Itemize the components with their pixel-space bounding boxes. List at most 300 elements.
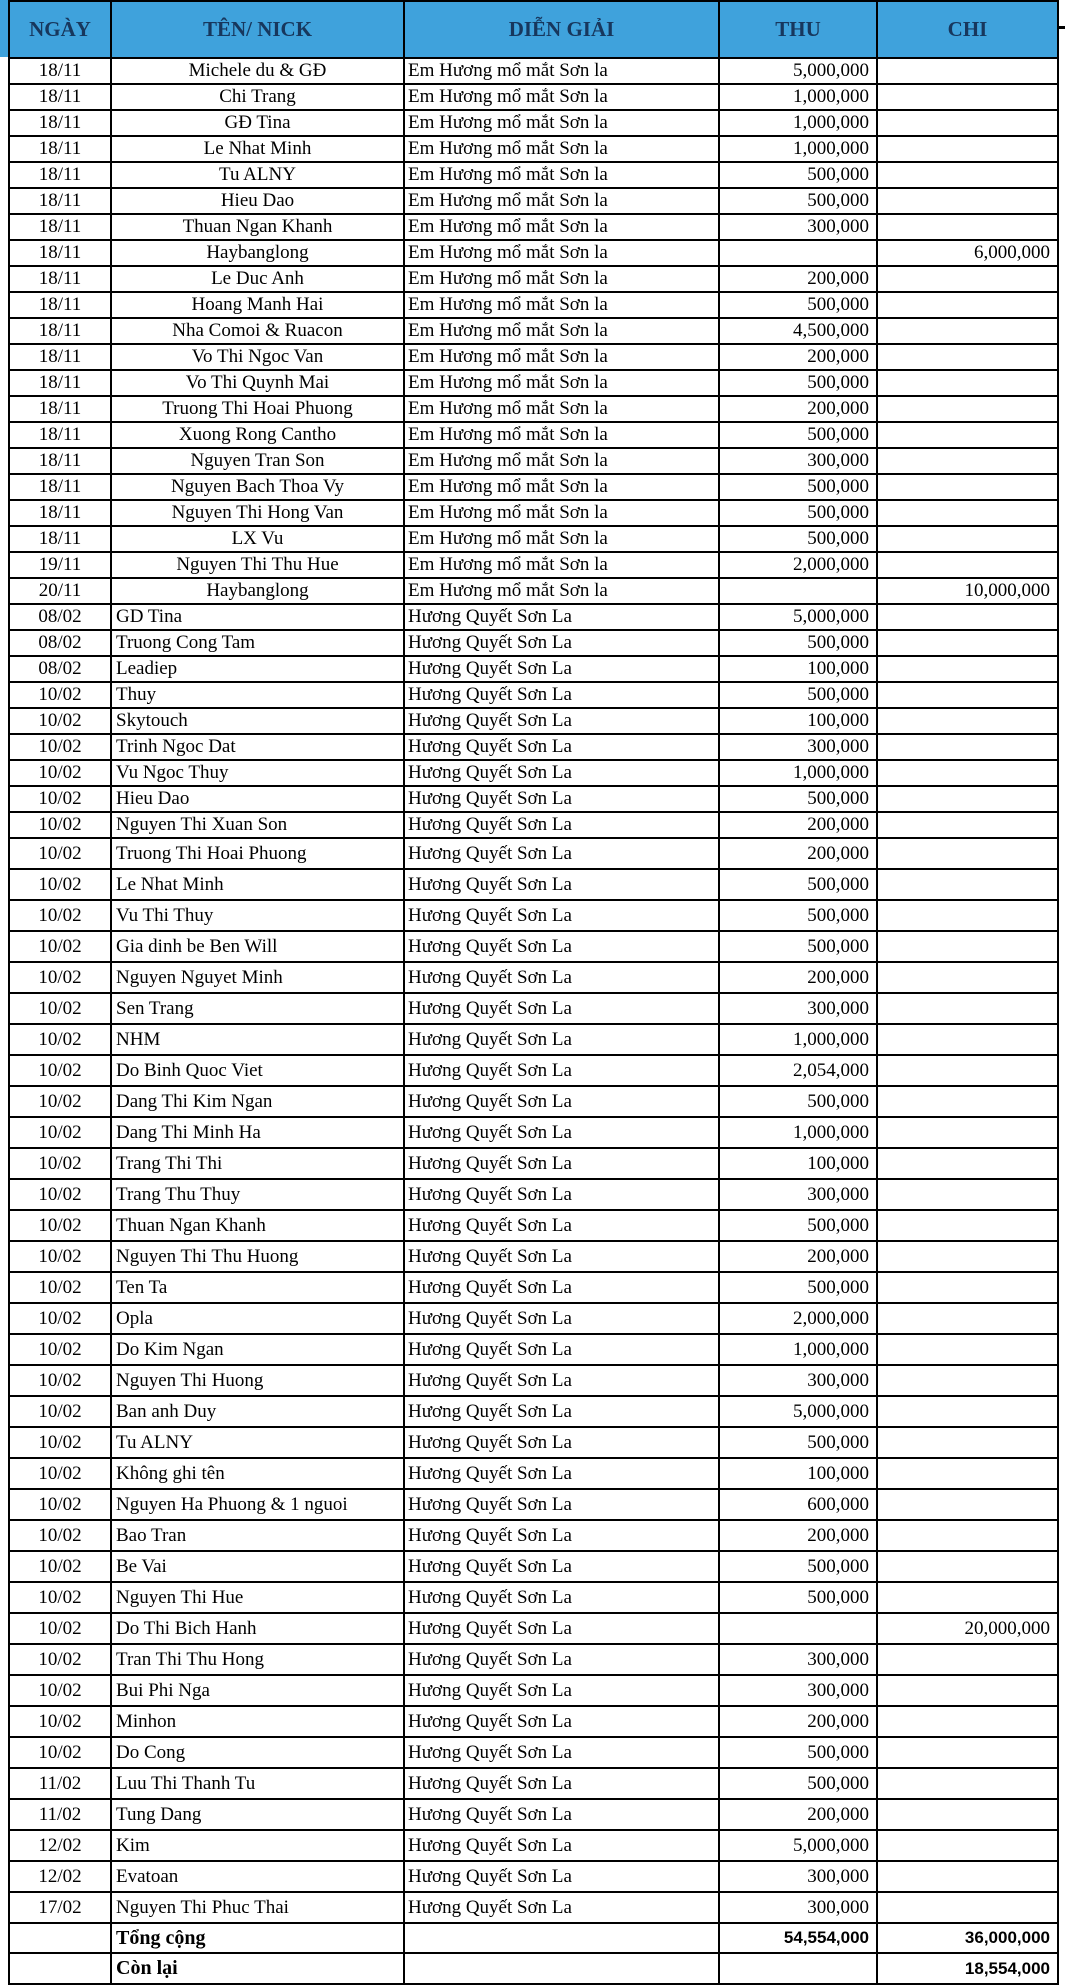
- cell-name[interactable]: Trang Thu Thuy: [111, 1179, 404, 1210]
- cell-description[interactable]: Hương Quyết Sơn La: [404, 1055, 719, 1086]
- cell-thu[interactable]: 2,000,000: [719, 1303, 877, 1334]
- cell-name[interactable]: Nguyen Thi Thu Hue: [111, 552, 404, 578]
- cell-thu[interactable]: 500,000: [719, 1210, 877, 1241]
- cell-date[interactable]: 10/02: [9, 1489, 111, 1520]
- cell-name[interactable]: Còn lại: [111, 1953, 404, 1984]
- cell-description[interactable]: Hương Quyết Sơn La: [404, 1148, 719, 1179]
- cell-thu[interactable]: 500,000: [719, 869, 877, 900]
- cell-description[interactable]: Hương Quyết Sơn La: [404, 931, 719, 962]
- cell-description[interactable]: Hương Quyết Sơn La: [404, 1737, 719, 1768]
- cell-description[interactable]: Hương Quyết Sơn La: [404, 1024, 719, 1055]
- cell-chi[interactable]: 20,000,000: [877, 1613, 1058, 1644]
- cell-name[interactable]: Minhon: [111, 1706, 404, 1737]
- cell-name[interactable]: Sen Trang: [111, 993, 404, 1024]
- cell-name[interactable]: Opla: [111, 1303, 404, 1334]
- cell-name[interactable]: Tổng cộng: [111, 1923, 404, 1953]
- cell-thu[interactable]: 500,000: [719, 1086, 877, 1117]
- cell-date[interactable]: 08/02: [9, 630, 111, 656]
- cell-chi[interactable]: [877, 1799, 1058, 1830]
- cell-name[interactable]: Hoang Manh Hai: [111, 292, 404, 318]
- cell-description[interactable]: Em Hương mổ mắt Sơn la: [404, 84, 719, 110]
- cell-thu[interactable]: 1,000,000: [719, 1117, 877, 1148]
- cell-date[interactable]: 18/11: [9, 240, 111, 266]
- cell-chi[interactable]: [877, 552, 1058, 578]
- cell-chi[interactable]: [877, 1458, 1058, 1489]
- cell-chi[interactable]: [877, 993, 1058, 1024]
- cell-name[interactable]: Thuan Ngan Khanh: [111, 214, 404, 240]
- cell-description[interactable]: Em Hương mổ mắt Sơn la: [404, 526, 719, 552]
- cell-description[interactable]: Hương Quyết Sơn La: [404, 1272, 719, 1303]
- cell-thu[interactable]: 200,000: [719, 1520, 877, 1551]
- cell-date[interactable]: 10/02: [9, 1675, 111, 1706]
- cell-name[interactable]: LX Vu: [111, 526, 404, 552]
- header-ten-nick[interactable]: TÊN/ NICK: [111, 1, 404, 58]
- cell-thu[interactable]: [719, 240, 877, 266]
- cell-name[interactable]: Vo Thi Ngoc Van: [111, 344, 404, 370]
- cell-date[interactable]: 18/11: [9, 396, 111, 422]
- cell-chi[interactable]: [877, 656, 1058, 682]
- cell-chi[interactable]: [877, 1830, 1058, 1861]
- cell-chi[interactable]: [877, 318, 1058, 344]
- cell-description[interactable]: Hương Quyết Sơn La: [404, 1334, 719, 1365]
- cell-name[interactable]: Do Kim Ngan: [111, 1334, 404, 1365]
- cell-thu[interactable]: 5,000,000: [719, 58, 877, 84]
- cell-chi[interactable]: [877, 1303, 1058, 1334]
- cell-date[interactable]: 10/02: [9, 1644, 111, 1675]
- cell-date[interactable]: 18/11: [9, 58, 111, 84]
- cell-chi[interactable]: [877, 1427, 1058, 1458]
- cell-chi[interactable]: [877, 900, 1058, 931]
- cell-chi[interactable]: [877, 604, 1058, 630]
- cell-date[interactable]: 17/02: [9, 1892, 111, 1923]
- cell-chi[interactable]: [877, 292, 1058, 318]
- cell-name[interactable]: Haybanglong: [111, 578, 404, 604]
- cell-name[interactable]: Nguyen Thi Xuan Son: [111, 812, 404, 838]
- cell-date[interactable]: 19/11: [9, 552, 111, 578]
- cell-name[interactable]: Luu Thi Thanh Tu: [111, 1768, 404, 1799]
- cell-date[interactable]: 12/02: [9, 1830, 111, 1861]
- cell-chi[interactable]: [877, 812, 1058, 838]
- cell-thu[interactable]: 200,000: [719, 266, 877, 292]
- cell-thu[interactable]: 200,000: [719, 396, 877, 422]
- cell-description[interactable]: Hương Quyết Sơn La: [404, 1582, 719, 1613]
- cell-name[interactable]: Truong Thi Hoai Phuong: [111, 838, 404, 869]
- cell-thu[interactable]: 500,000: [719, 1768, 877, 1799]
- cell-date[interactable]: 18/11: [9, 188, 111, 214]
- cell-chi[interactable]: [877, 110, 1058, 136]
- cell-thu[interactable]: 200,000: [719, 1241, 877, 1272]
- cell-thu[interactable]: 500,000: [719, 786, 877, 812]
- cell-chi[interactable]: [877, 1489, 1058, 1520]
- cell-thu[interactable]: 600,000: [719, 1489, 877, 1520]
- cell-name[interactable]: Nguyen Tran Son: [111, 448, 404, 474]
- cell-chi[interactable]: [877, 1551, 1058, 1582]
- cell-date[interactable]: 10/02: [9, 1148, 111, 1179]
- cell-description[interactable]: Em Hương mổ mắt Sơn la: [404, 292, 719, 318]
- cell-date[interactable]: 18/11: [9, 422, 111, 448]
- cell-thu[interactable]: 300,000: [719, 1179, 877, 1210]
- cell-chi[interactable]: [877, 786, 1058, 812]
- cell-name[interactable]: Trang Thi Thi: [111, 1148, 404, 1179]
- header-thu[interactable]: THU: [719, 1, 877, 58]
- cell-name[interactable]: Le Nhat Minh: [111, 869, 404, 900]
- cell-chi[interactable]: [877, 931, 1058, 962]
- cell-name[interactable]: NHM: [111, 1024, 404, 1055]
- cell-name[interactable]: Nguyen Thi Phuc Thai: [111, 1892, 404, 1923]
- cell-name[interactable]: Thuy: [111, 682, 404, 708]
- cell-date[interactable]: 10/02: [9, 1179, 111, 1210]
- cell-description[interactable]: Em Hương mổ mắt Sơn la: [404, 318, 719, 344]
- cell-chi[interactable]: [877, 188, 1058, 214]
- cell-date[interactable]: 10/02: [9, 1582, 111, 1613]
- cell-chi[interactable]: [877, 1334, 1058, 1365]
- cell-thu[interactable]: 500,000: [719, 1427, 877, 1458]
- cell-chi[interactable]: [877, 1675, 1058, 1706]
- cell-date[interactable]: 10/02: [9, 1303, 111, 1334]
- cell-chi[interactable]: [877, 1396, 1058, 1427]
- cell-description[interactable]: Em Hương mổ mắt Sơn la: [404, 110, 719, 136]
- cell-date[interactable]: 18/11: [9, 474, 111, 500]
- cell-date[interactable]: 18/11: [9, 318, 111, 344]
- cell-name[interactable]: Xuong Rong Cantho: [111, 422, 404, 448]
- cell-description[interactable]: Hương Quyết Sơn La: [404, 1117, 719, 1148]
- cell-description[interactable]: Hương Quyết Sơn La: [404, 1396, 719, 1427]
- cell-description[interactable]: Hương Quyết Sơn La: [404, 682, 719, 708]
- cell-chi[interactable]: [877, 1861, 1058, 1892]
- cell-date[interactable]: 10/02: [9, 1055, 111, 1086]
- cell-description[interactable]: Hương Quyết Sơn La: [404, 1303, 719, 1334]
- cell-thu[interactable]: 54,554,000: [719, 1923, 877, 1953]
- cell-thu[interactable]: 500,000: [719, 682, 877, 708]
- cell-description[interactable]: Hương Quyết Sơn La: [404, 1861, 719, 1892]
- cell-chi[interactable]: [877, 1210, 1058, 1241]
- cell-name[interactable]: Dang Thi Minh Ha: [111, 1117, 404, 1148]
- cell-description[interactable]: Hương Quyết Sơn La: [404, 1241, 719, 1272]
- cell-date[interactable]: 10/02: [9, 1706, 111, 1737]
- cell-chi[interactable]: [877, 1768, 1058, 1799]
- cell-thu[interactable]: 500,000: [719, 1551, 877, 1582]
- cell-thu[interactable]: 300,000: [719, 214, 877, 240]
- cell-description[interactable]: Em Hương mổ mắt Sơn la: [404, 396, 719, 422]
- cell-name[interactable]: Le Nhat Minh: [111, 136, 404, 162]
- cell-name[interactable]: Do Thi Bich Hanh: [111, 1613, 404, 1644]
- cell-description[interactable]: Em Hương mổ mắt Sơn la: [404, 370, 719, 396]
- cell-description[interactable]: Hương Quyết Sơn La: [404, 656, 719, 682]
- cell-thu[interactable]: 5,000,000: [719, 1396, 877, 1427]
- cell-thu[interactable]: 5,000,000: [719, 604, 877, 630]
- cell-description[interactable]: Hương Quyết Sơn La: [404, 1799, 719, 1830]
- cell-description[interactable]: Hương Quyết Sơn La: [404, 1489, 719, 1520]
- cell-description[interactable]: Hương Quyết Sơn La: [404, 1768, 719, 1799]
- cell-name[interactable]: GĐ Tina: [111, 110, 404, 136]
- cell-name[interactable]: Trinh Ngoc Dat: [111, 734, 404, 760]
- cell-thu[interactable]: 300,000: [719, 993, 877, 1024]
- cell-thu[interactable]: 300,000: [719, 1365, 877, 1396]
- cell-description[interactable]: Em Hương mổ mắt Sơn la: [404, 162, 719, 188]
- cell-name[interactable]: Vu Ngoc Thuy: [111, 760, 404, 786]
- cell-name[interactable]: Nguyen Ha Phuong & 1 nguoi: [111, 1489, 404, 1520]
- cell-description[interactable]: Hương Quyết Sơn La: [404, 708, 719, 734]
- cell-thu[interactable]: 100,000: [719, 708, 877, 734]
- cell-name[interactable]: Nguyen Thi Huong: [111, 1365, 404, 1396]
- cell-thu[interactable]: 100,000: [719, 656, 877, 682]
- cell-thu[interactable]: 200,000: [719, 812, 877, 838]
- cell-date[interactable]: [9, 1923, 111, 1953]
- cell-description[interactable]: Em Hương mổ mắt Sơn la: [404, 552, 719, 578]
- cell-thu[interactable]: 100,000: [719, 1458, 877, 1489]
- cell-name[interactable]: Be Vai: [111, 1551, 404, 1582]
- cell-date[interactable]: 10/02: [9, 786, 111, 812]
- cell-chi[interactable]: [877, 448, 1058, 474]
- cell-thu[interactable]: 4,500,000: [719, 318, 877, 344]
- cell-date[interactable]: 18/11: [9, 344, 111, 370]
- cell-name[interactable]: Nguyen Bach Thoa Vy: [111, 474, 404, 500]
- cell-description[interactable]: Hương Quyết Sơn La: [404, 1706, 719, 1737]
- cell-description[interactable]: Em Hương mổ mắt Sơn la: [404, 422, 719, 448]
- cell-description[interactable]: Hương Quyết Sơn La: [404, 1086, 719, 1117]
- cell-chi[interactable]: [877, 344, 1058, 370]
- cell-thu[interactable]: [719, 578, 877, 604]
- cell-name[interactable]: Do Cong: [111, 1737, 404, 1768]
- cell-description[interactable]: Hương Quyết Sơn La: [404, 993, 719, 1024]
- cell-chi[interactable]: [877, 136, 1058, 162]
- cell-thu[interactable]: 500,000: [719, 526, 877, 552]
- cell-chi[interactable]: [877, 1148, 1058, 1179]
- cell-thu[interactable]: 200,000: [719, 344, 877, 370]
- cell-thu[interactable]: 100,000: [719, 1148, 877, 1179]
- cell-description[interactable]: Hương Quyết Sơn La: [404, 630, 719, 656]
- cell-description[interactable]: Em Hương mổ mắt Sơn la: [404, 448, 719, 474]
- cell-thu[interactable]: 500,000: [719, 162, 877, 188]
- cell-description[interactable]: Hương Quyết Sơn La: [404, 760, 719, 786]
- cell-chi[interactable]: [877, 1737, 1058, 1768]
- cell-date[interactable]: 18/11: [9, 500, 111, 526]
- cell-date[interactable]: 10/02: [9, 1551, 111, 1582]
- cell-description[interactable]: Hương Quyết Sơn La: [404, 1613, 719, 1644]
- cell-chi[interactable]: 18,554,000: [877, 1953, 1058, 1984]
- cell-date[interactable]: 18/11: [9, 448, 111, 474]
- cell-description[interactable]: Em Hương mổ mắt Sơn la: [404, 58, 719, 84]
- cell-chi[interactable]: [877, 682, 1058, 708]
- cell-description[interactable]: Em Hương mổ mắt Sơn la: [404, 266, 719, 292]
- cell-name[interactable]: Truong Cong Tam: [111, 630, 404, 656]
- cell-name[interactable]: Hieu Dao: [111, 188, 404, 214]
- cell-chi[interactable]: [877, 760, 1058, 786]
- cell-date[interactable]: 10/02: [9, 1272, 111, 1303]
- cell-thu[interactable]: 200,000: [719, 1799, 877, 1830]
- cell-date[interactable]: 11/02: [9, 1768, 111, 1799]
- cell-name[interactable]: Truong Thi Hoai Phuong: [111, 396, 404, 422]
- cell-name[interactable]: Nguyen Thi Thu Huong: [111, 1241, 404, 1272]
- cell-thu[interactable]: 500,000: [719, 1737, 877, 1768]
- cell-date[interactable]: 10/02: [9, 1427, 111, 1458]
- cell-date[interactable]: 10/02: [9, 760, 111, 786]
- cell-name[interactable]: Nguyen Thi Hong Van: [111, 500, 404, 526]
- cell-thu[interactable]: 1,000,000: [719, 136, 877, 162]
- cell-date[interactable]: 10/02: [9, 1241, 111, 1272]
- cell-date[interactable]: 18/11: [9, 162, 111, 188]
- cell-name[interactable]: Hieu Dao: [111, 786, 404, 812]
- cell-chi[interactable]: [877, 1706, 1058, 1737]
- cell-name[interactable]: Haybanglong: [111, 240, 404, 266]
- cell-name[interactable]: Ten Ta: [111, 1272, 404, 1303]
- cell-date[interactable]: 20/11: [9, 578, 111, 604]
- cell-date[interactable]: 18/11: [9, 136, 111, 162]
- cell-chi[interactable]: [877, 734, 1058, 760]
- cell-date[interactable]: 10/02: [9, 1086, 111, 1117]
- cell-name[interactable]: Evatoan: [111, 1861, 404, 1892]
- cell-chi[interactable]: [877, 630, 1058, 656]
- cell-date[interactable]: 10/02: [9, 734, 111, 760]
- cell-date[interactable]: 10/02: [9, 1613, 111, 1644]
- cell-thu[interactable]: 1,000,000: [719, 1024, 877, 1055]
- cell-chi[interactable]: [877, 526, 1058, 552]
- cell-date[interactable]: 18/11: [9, 214, 111, 240]
- cell-chi[interactable]: [877, 1241, 1058, 1272]
- cell-name[interactable]: Tu ALNY: [111, 162, 404, 188]
- cell-chi[interactable]: [877, 1024, 1058, 1055]
- cell-description[interactable]: Em Hương mổ mắt Sơn la: [404, 578, 719, 604]
- cell-chi[interactable]: [877, 370, 1058, 396]
- cell-chi[interactable]: [877, 708, 1058, 734]
- cell-description[interactable]: Hương Quyết Sơn La: [404, 962, 719, 993]
- cell-date[interactable]: 11/02: [9, 1799, 111, 1830]
- cell-chi[interactable]: [877, 1644, 1058, 1675]
- cell-chi[interactable]: [877, 1520, 1058, 1551]
- cell-date[interactable]: 10/02: [9, 1334, 111, 1365]
- cell-chi[interactable]: [877, 1365, 1058, 1396]
- cell-chi[interactable]: [877, 84, 1058, 110]
- cell-thu[interactable]: 500,000: [719, 422, 877, 448]
- cell-date[interactable]: 10/02: [9, 931, 111, 962]
- cell-thu[interactable]: 300,000: [719, 1892, 877, 1923]
- cell-date[interactable]: 10/02: [9, 1365, 111, 1396]
- cell-description[interactable]: Hương Quyết Sơn La: [404, 1458, 719, 1489]
- cell-description[interactable]: Hương Quyết Sơn La: [404, 838, 719, 869]
- cell-thu[interactable]: 500,000: [719, 630, 877, 656]
- cell-name[interactable]: Ban anh Duy: [111, 1396, 404, 1427]
- cell-description[interactable]: Hương Quyết Sơn La: [404, 1520, 719, 1551]
- cell-name[interactable]: Tung Dang: [111, 1799, 404, 1830]
- cell-description[interactable]: [404, 1953, 719, 1984]
- cell-description[interactable]: Hương Quyết Sơn La: [404, 869, 719, 900]
- cell-chi[interactable]: [877, 266, 1058, 292]
- cell-date[interactable]: 08/02: [9, 656, 111, 682]
- cell-name[interactable]: Nha Comoi & Ruacon: [111, 318, 404, 344]
- cell-thu[interactable]: 2,000,000: [719, 552, 877, 578]
- cell-date[interactable]: 10/02: [9, 838, 111, 869]
- cell-date[interactable]: [9, 1953, 111, 1984]
- cell-thu[interactable]: 300,000: [719, 448, 877, 474]
- cell-description[interactable]: Em Hương mổ mắt Sơn la: [404, 344, 719, 370]
- cell-description[interactable]: Hương Quyết Sơn La: [404, 812, 719, 838]
- cell-description[interactable]: Hương Quyết Sơn La: [404, 786, 719, 812]
- cell-date[interactable]: 18/11: [9, 84, 111, 110]
- cell-chi[interactable]: [877, 869, 1058, 900]
- cell-name[interactable]: Nguyen Nguyet Minh: [111, 962, 404, 993]
- cell-date[interactable]: 18/11: [9, 292, 111, 318]
- cell-name[interactable]: Thuan Ngan Khanh: [111, 1210, 404, 1241]
- cell-name[interactable]: Gia dinh be Ben Will: [111, 931, 404, 962]
- cell-name[interactable]: Leadiep: [111, 656, 404, 682]
- cell-chi[interactable]: 10,000,000: [877, 578, 1058, 604]
- cell-description[interactable]: Hương Quyết Sơn La: [404, 1365, 719, 1396]
- cell-date[interactable]: 10/02: [9, 900, 111, 931]
- cell-chi[interactable]: [877, 58, 1058, 84]
- cell-name[interactable]: Bui Phi Nga: [111, 1675, 404, 1706]
- cell-date[interactable]: 10/02: [9, 1458, 111, 1489]
- cell-name[interactable]: Dang Thi Kim Ngan: [111, 1086, 404, 1117]
- cell-thu[interactable]: 1,000,000: [719, 84, 877, 110]
- cell-thu[interactable]: 500,000: [719, 370, 877, 396]
- cell-chi[interactable]: [877, 1582, 1058, 1613]
- cell-description[interactable]: Hương Quyết Sơn La: [404, 1210, 719, 1241]
- cell-thu[interactable]: [719, 1953, 877, 1984]
- cell-name[interactable]: Vo Thi Quynh Mai: [111, 370, 404, 396]
- header-dien-giai[interactable]: DIỄN GIẢI: [404, 1, 719, 58]
- cell-chi[interactable]: [877, 1055, 1058, 1086]
- cell-description[interactable]: Em Hương mổ mắt Sơn la: [404, 500, 719, 526]
- cell-thu[interactable]: 500,000: [719, 931, 877, 962]
- cell-name[interactable]: Bao Tran: [111, 1520, 404, 1551]
- cell-name[interactable]: Nguyen Thi Hue: [111, 1582, 404, 1613]
- cell-chi[interactable]: [877, 1892, 1058, 1923]
- cell-description[interactable]: Em Hương mổ mắt Sơn la: [404, 474, 719, 500]
- cell-chi[interactable]: [877, 162, 1058, 188]
- cell-thu[interactable]: 2,054,000: [719, 1055, 877, 1086]
- cell-chi[interactable]: [877, 422, 1058, 448]
- cell-description[interactable]: Hương Quyết Sơn La: [404, 900, 719, 931]
- cell-date[interactable]: 08/02: [9, 604, 111, 630]
- cell-description[interactable]: Hương Quyết Sơn La: [404, 734, 719, 760]
- cell-thu[interactable]: 200,000: [719, 838, 877, 869]
- cell-chi[interactable]: [877, 396, 1058, 422]
- cell-date[interactable]: 10/02: [9, 682, 111, 708]
- cell-date[interactable]: 12/02: [9, 1861, 111, 1892]
- cell-description[interactable]: Hương Quyết Sơn La: [404, 1892, 719, 1923]
- cell-thu[interactable]: 500,000: [719, 188, 877, 214]
- cell-chi[interactable]: [877, 500, 1058, 526]
- cell-name[interactable]: Le Duc Anh: [111, 266, 404, 292]
- cell-name[interactable]: GD Tina: [111, 604, 404, 630]
- cell-name[interactable]: Michele du & GĐ: [111, 58, 404, 84]
- cell-description[interactable]: Hương Quyết Sơn La: [404, 1427, 719, 1458]
- cell-thu[interactable]: 200,000: [719, 962, 877, 993]
- cell-chi[interactable]: [877, 1117, 1058, 1148]
- cell-chi[interactable]: 6,000,000: [877, 240, 1058, 266]
- cell-description[interactable]: Hương Quyết Sơn La: [404, 1675, 719, 1706]
- cell-chi[interactable]: 36,000,000: [877, 1923, 1058, 1953]
- cell-date[interactable]: 10/02: [9, 962, 111, 993]
- cell-name[interactable]: Do Binh Quoc Viet: [111, 1055, 404, 1086]
- cell-date[interactable]: 10/02: [9, 993, 111, 1024]
- cell-name[interactable]: Kim: [111, 1830, 404, 1861]
- cell-thu[interactable]: 500,000: [719, 500, 877, 526]
- cell-chi[interactable]: [877, 962, 1058, 993]
- cell-description[interactable]: Em Hương mổ mắt Sơn la: [404, 240, 719, 266]
- cell-chi[interactable]: [877, 474, 1058, 500]
- cell-description[interactable]: [404, 1923, 719, 1953]
- header-chi[interactable]: CHI: [877, 1, 1058, 58]
- cell-date[interactable]: 18/11: [9, 526, 111, 552]
- cell-thu[interactable]: 500,000: [719, 1272, 877, 1303]
- cell-thu[interactable]: 300,000: [719, 1644, 877, 1675]
- cell-thu[interactable]: 300,000: [719, 1861, 877, 1892]
- cell-description[interactable]: Hương Quyết Sơn La: [404, 1179, 719, 1210]
- cell-date[interactable]: 10/02: [9, 1737, 111, 1768]
- cell-thu[interactable]: 300,000: [719, 1675, 877, 1706]
- cell-name[interactable]: Skytouch: [111, 708, 404, 734]
